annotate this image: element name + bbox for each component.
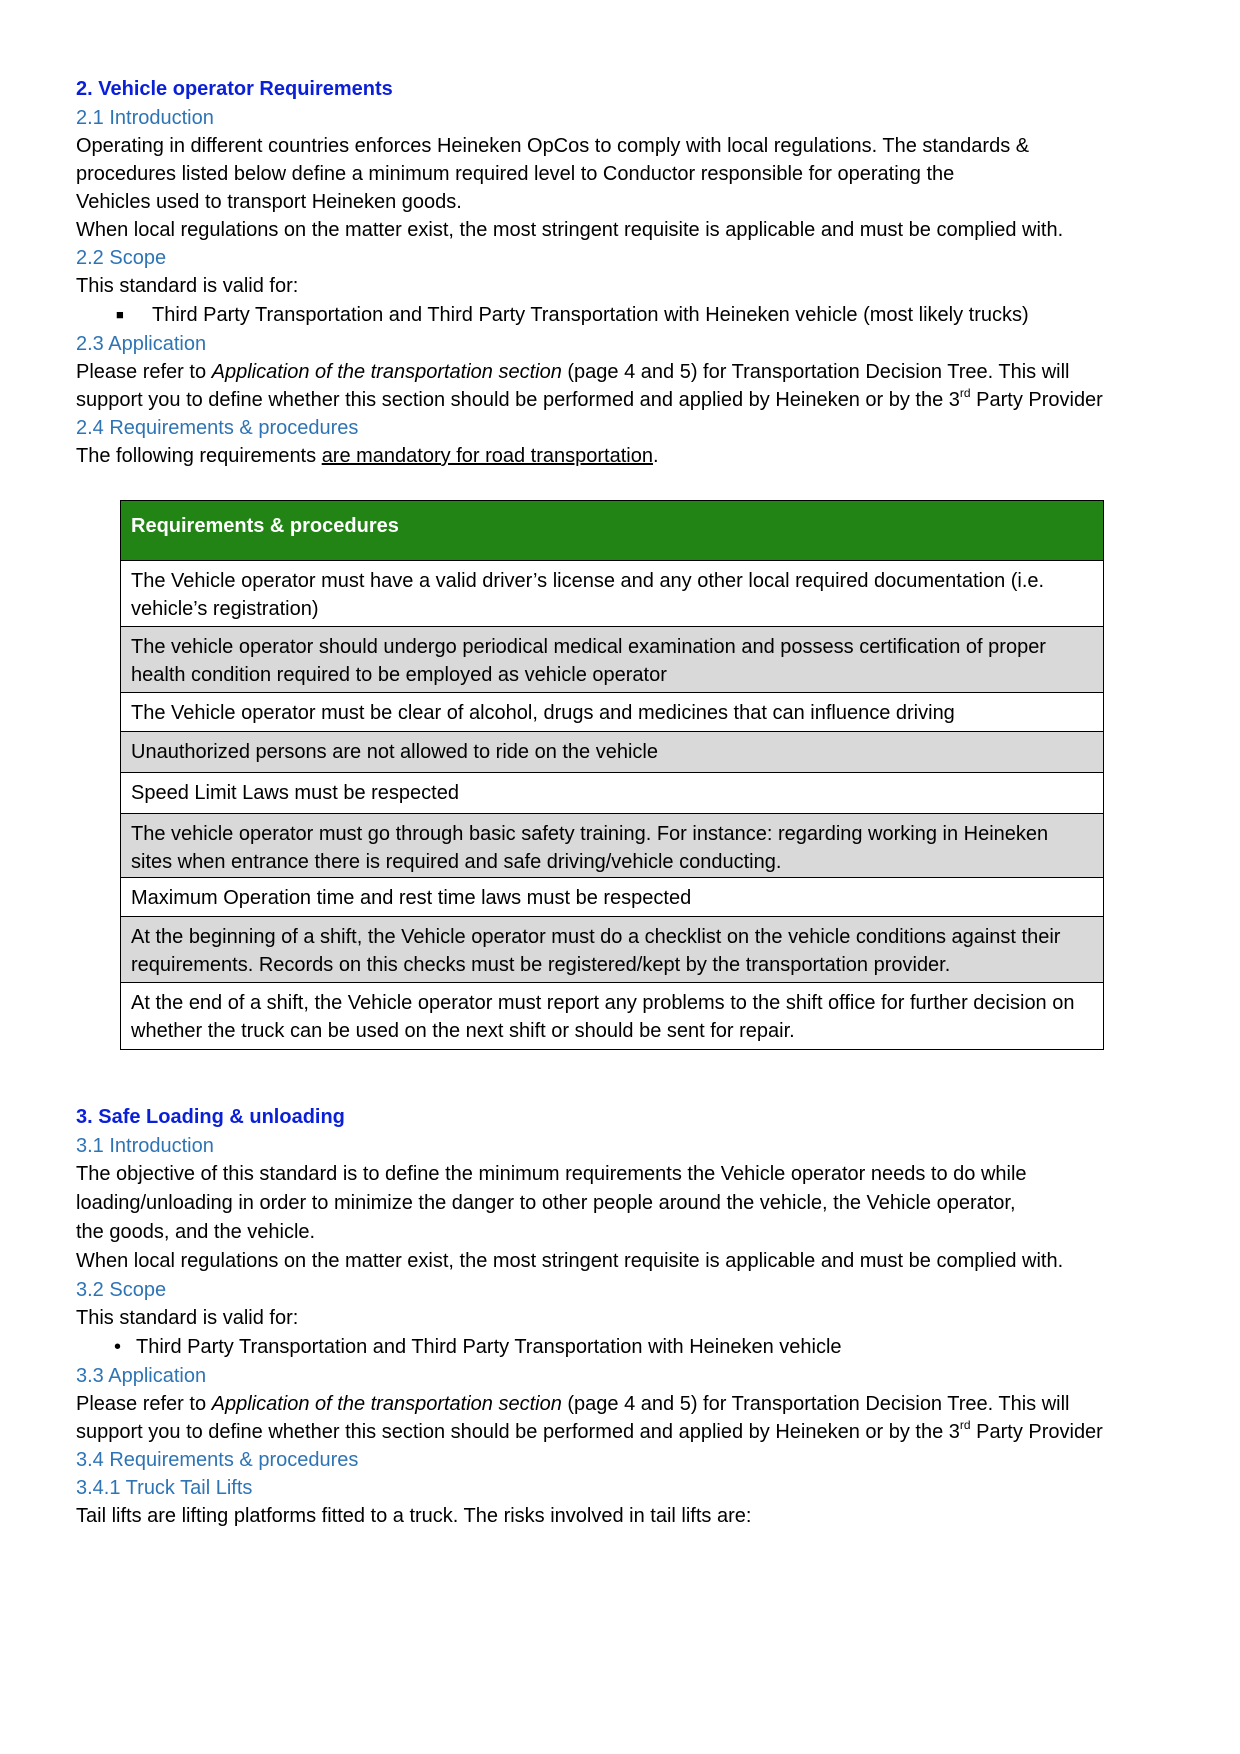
- section-2-title: 2. Vehicle operator Requirements: [76, 78, 393, 100]
- table-row: Unauthorized persons are not allowed to ride on the vehicle: [121, 732, 1103, 773]
- section-2-1-heading: 2.1 Introduction: [76, 107, 214, 129]
- section-3-4-heading: 3.4 Requirements & procedures: [76, 1449, 359, 1471]
- square-bullet-icon: ■: [116, 307, 124, 322]
- section-2-3-text-line-2: [76, 386, 1176, 414]
- table-row: The Vehicle operator must be clear of alcohol, drugs and medicines that can influence driving: [121, 693, 1103, 732]
- section-2-1-text-line-3: Vehicles used to transport Heineken goods.: [76, 191, 462, 213]
- table-header: Requirements & procedures: [121, 501, 1103, 561]
- section-3-title: 3. Safe Loading & unloading: [76, 1106, 345, 1128]
- section-3-2-heading: 3.2 Scope: [76, 1279, 167, 1301]
- text-span: support you to define whether this section should be performed and applied by Heineken or by the 3: [76, 1421, 960, 1443]
- list-item-text: Third Party Transportation and Third Party Transportation with Heineken vehicle (most likely trucks): [152, 304, 1029, 326]
- table-row: The vehicle operator must go through basic safety training. For instance: regarding working in Heineken sites when entrance there is required and safe driving/vehicle conducting.: [121, 814, 1103, 878]
- text-span: (page 4 and 5) for Transportation Decision Tree. This will: [561, 361, 1070, 383]
- section-3-1-text-line-1: The objective of this standard is to define the minimum requirements the Vehicle operator needs to do while: [76, 1163, 1027, 1185]
- section-3-3-text-line-1: [76, 1390, 1176, 1418]
- section-2-2-heading: 2.2 Scope: [76, 247, 167, 269]
- section-2-2-list: [76, 300, 1176, 330]
- section-3-1-text-line-3: the goods, and the vehicle.: [76, 1221, 316, 1243]
- superscript: rd: [959, 1418, 971, 1432]
- table-row: Speed Limit Laws must be respected: [121, 773, 1103, 814]
- table-row: At the end of a shift, the Vehicle operator must report any problems to the shift office for further decision on whether the truck can be used on the next shift or should be sent for repair.: [131, 992, 1075, 1042]
- section-3-4-1-text: Tail lifts are lifting platforms fitted to a truck. The risks involved in tail lifts are:: [76, 1505, 752, 1527]
- section-spacer: [76, 1050, 1176, 1102]
- table-row: Maximum Operation time and rest time laws must be respected: [121, 878, 1103, 917]
- section-3-1-heading: 3.1 Introduction: [76, 1135, 214, 1157]
- list-item-text: Third Party Transportation and Third Party Transportation with Heineken vehicle: [136, 1336, 842, 1358]
- text-span: Party Provider: [970, 1421, 1103, 1443]
- list-item: [114, 1332, 1176, 1362]
- text-span: Please refer to: [76, 361, 212, 383]
- table-row: At the beginning of a shift, the Vehicle operator must do a checklist on the vehicle conditions against their requirements. Records on this checks must be registered/kept by the transportation provider.: [121, 917, 1103, 983]
- text-span: (page 4 and 5) for Transportation Decision Tree. This will: [561, 1393, 1070, 1415]
- section-3-4-1-heading: 3.4.1 Truck Tail Lifts: [76, 1477, 253, 1499]
- section-2-3-heading: 2.3 Application: [76, 333, 207, 355]
- text-span: .: [652, 445, 659, 467]
- section-3-1-text-line-2: loading/unloading in order to minimize the danger to other people around the vehicle, the Vehicle operator,: [76, 1192, 1016, 1214]
- text-span: The following requirements: [76, 445, 322, 467]
- text-span: support you to define whether this section should be performed and applied by Heineken or by the 3: [76, 389, 960, 411]
- italic-reference: Application of the transportation section: [211, 1393, 562, 1415]
- section-3-3-text-line-2: [76, 1418, 1176, 1446]
- section-2-4-heading: 2.4 Requirements & procedures: [76, 417, 359, 439]
- section-2-3-text-line-1: [76, 358, 1176, 386]
- requirements-table: [120, 500, 1104, 1050]
- section-3-2-list: [76, 1332, 1176, 1362]
- section-2-4-text: [76, 442, 1176, 470]
- table-row: The Vehicle operator must have a valid driver’s license and any other local required documentation (i.e. vehicle’s registration): [121, 561, 1103, 627]
- list-item: [116, 300, 1176, 330]
- section-2-1-text-line-4: When local regulations on the matter exist, the most stringent requisite is applicable and must be complied with.: [76, 219, 1064, 241]
- superscript: rd: [959, 386, 971, 400]
- text-span: Please refer to: [76, 1393, 212, 1415]
- table-row: The vehicle operator should undergo periodical medical examination and possess certification of proper health condition required to be employed as vehicle operator: [121, 627, 1103, 693]
- section-2-1-text-line-1: Operating in different countries enforces Heineken OpCos to comply with local regulations. The standards &: [76, 135, 1030, 157]
- section-3-1-text-line-4: When local regulations on the matter exist, the most stringent requisite is applicable and must be complied with.: [76, 1250, 1064, 1272]
- section-3-2-text: This standard is valid for:: [76, 1307, 299, 1329]
- text-span: Party Provider: [970, 389, 1103, 411]
- underlined-text: are mandatory for road transportation: [321, 445, 653, 467]
- section-2-1-text-line-2: procedures listed below define a minimum required level to Conductor responsible for operating the: [76, 163, 955, 185]
- dot-bullet-icon: •: [114, 1336, 122, 1358]
- section-3-3-heading: 3.3 Application: [76, 1365, 207, 1387]
- section-2-2-text: This standard is valid for:: [76, 275, 299, 297]
- italic-reference: Application of the transportation section: [211, 361, 562, 383]
- document-page: [76, 74, 1176, 1530]
